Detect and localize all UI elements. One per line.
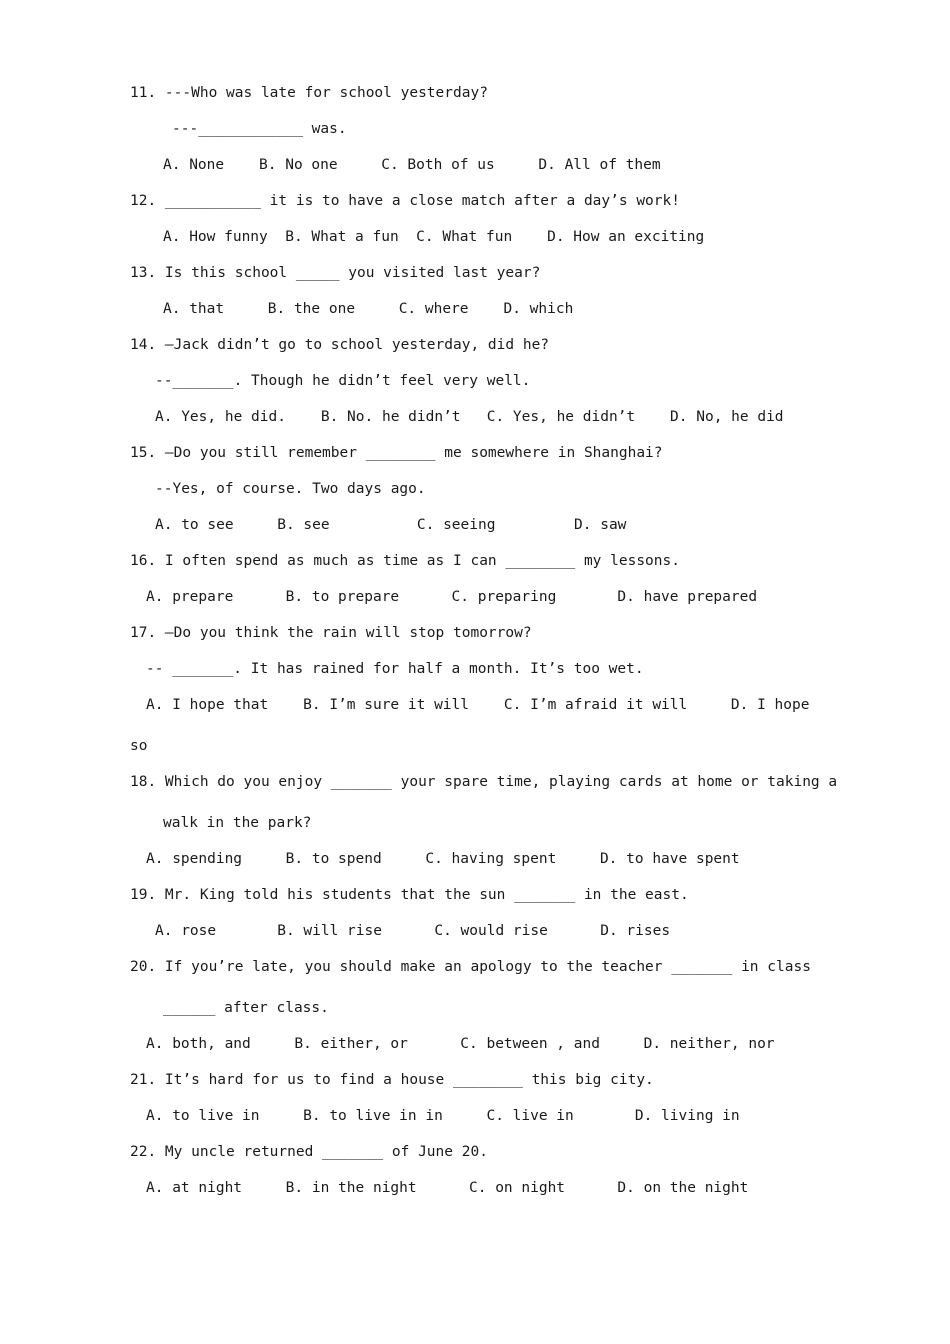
q18-options: A. spending B. to spend C. having spent D. to have spent xyxy=(146,851,740,867)
q20-options: A. both, and B. either, or C. between , and D. neither, nor xyxy=(146,1036,775,1052)
q13-options: A. that B. the one C. where D. which xyxy=(163,301,574,317)
q21-options: A. to live in B. to live in in C. live in D. living in xyxy=(146,1108,740,1124)
q20-stem-wrap: ______ after class. xyxy=(163,1000,329,1016)
q11-answer: ---____________ was. xyxy=(172,121,347,137)
q14-stem: 14. –Jack didn’t go to school yesterday, did he? xyxy=(130,337,550,353)
q17-stem: 17. –Do you think the rain will stop tomorrow? xyxy=(130,625,532,641)
q17-options: A. I hope that B. I’m sure it will C. I’m afraid it will D. I hope xyxy=(146,697,810,713)
q12-options: A. How funny B. What a fun C. What fun D. How an exciting xyxy=(163,229,705,245)
q19-stem: 19. Mr. King told his students that the sun _______ in the east. xyxy=(130,887,689,903)
q15-options: A. to see B. see C. seeing D. saw xyxy=(155,517,627,533)
q21-stem: 21. It’s hard for us to find a house ________ this big city. xyxy=(130,1072,654,1088)
q15-reply: --Yes, of course. Two days ago. xyxy=(155,481,426,497)
q19-options: A. rose B. will rise C. would rise D. rises xyxy=(155,923,671,939)
q17-options-wrap: so xyxy=(130,738,148,754)
q18-stem-wrap: walk in the park? xyxy=(163,815,312,831)
q13-stem: 13. Is this school _____ you visited last year? xyxy=(130,265,541,281)
q14-options: A. Yes, he did. B. No. he didn’t C. Yes, he didn’t D. No, he did xyxy=(155,409,784,425)
q17-reply: -- _______. It has rained for half a month. It’s too wet. xyxy=(146,661,644,677)
q16-options: A. prepare B. to prepare C. preparing D. have prepared xyxy=(146,589,758,605)
q20-stem: 20. If you’re late, you should make an apology to the teacher _______ in class xyxy=(130,959,811,975)
q15-stem: 15. –Do you still remember ________ me somewhere in Shanghai? xyxy=(130,445,663,461)
q16-stem: 16. I often spend as much as time as I can ________ my lessons. xyxy=(130,553,680,569)
q18-stem: 18. Which do you enjoy _______ your spare time, playing cards at home or taking a xyxy=(130,774,838,790)
q22-stem: 22. My uncle returned _______ of June 20. xyxy=(130,1144,488,1160)
q12-stem: 12. ___________ it is to have a close match after a day’s work! xyxy=(130,193,680,209)
q11-stem: 11. ---Who was late for school yesterday? xyxy=(130,85,488,101)
q22-options: A. at night B. in the night C. on night D. on the night xyxy=(146,1180,749,1196)
q11-options: A. None B. No one C. Both of us D. All of them xyxy=(163,157,661,173)
q14-reply: --_______. Though he didn’t feel very well. xyxy=(155,373,531,389)
